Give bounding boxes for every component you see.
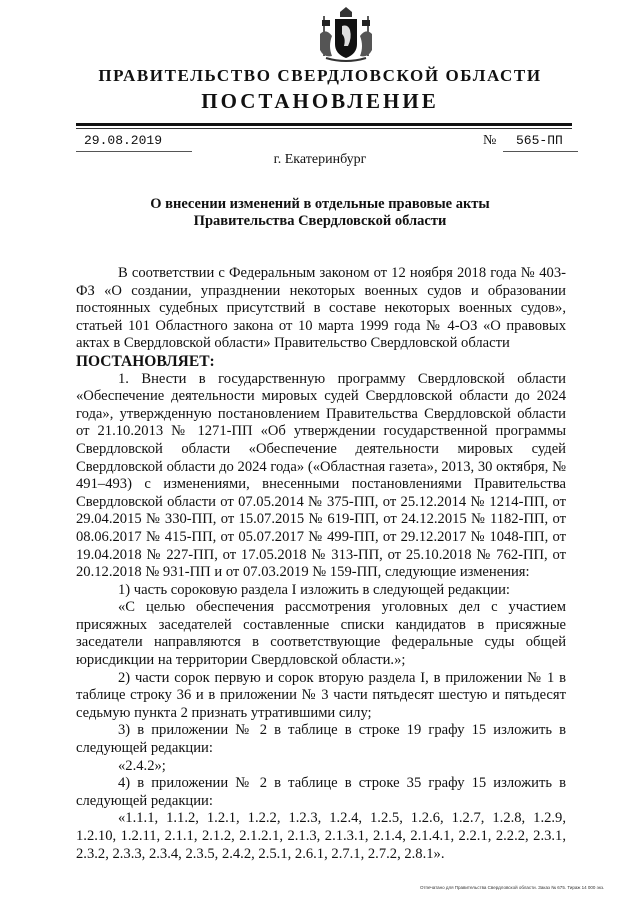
number-sign: № <box>483 133 497 148</box>
paragraph: «1.1.1, 1.1.2, 1.2.1, 1.2.2, 1.2.3, 1.2.4, 1.2.5, 1.2.6, 1.2.7, 1.2.8, 1.2.9, 1.2.10, 1.2.11, 2.1.1, 2.1.2, 2.1.2.1, 2.1.3, 2.1.3.1, 2.1.4, 2.1.4.1, 2.2.1, 2.2.2, 2.3.1, 2.3.2, 2.3.3, 2.3.4, 2.3.5, 2.4.2, 2.5.1, 2.6.1, 2.7.1, 2.7.2, 2.8.1». <box>76 810 566 862</box>
paragraph: 1. Внести в государственную программу Свердловской области «Обеспечение деятельности мировых судей Свердловской области до 2024 года», утвержденную постановлением Правительства Свердловской области от 21.10.2013 № 1271-ПП «Об утверждении государственной программы Свердловской области «Обеспечение деятельности мировых судей Свердловской области до 2024 года» («Областная газета», 2013, 30 октября, № 491–493) с изменениями, внесенными постановлениями Правительства Свердловской области от 07.05.2014 № 375-ПП, от 25.12.2014 № 1214-ПП, от 29.04.2015 № 330-ПП, от 15.07.2015 № 619-ПП, от 24.12.2015 № 1182-ПП, от 08.06.2017 № 415-ПП, от 05.07.2017 № 499-ПП, от 29.12.2017 № 1048-ПП, от 19.04.2018 № 227-ПП, от 17.05.2018 № 313-ПП, от 25.10.2018 № 762-ПП, от 20.12.2018 № 931-ПП и от 07.03.2019 № 159-ПП, следующие изменения: <box>76 370 566 581</box>
document-body <box>76 265 566 863</box>
paragraph: 3) в приложении № 2 в таблице в строке 19 графу 15 изложить в следующей редакции: <box>76 722 566 757</box>
paragraph: 4) в приложении № 2 в таблице в строке 35 графу 15 изложить в следующей редакции: <box>76 775 566 809</box>
document-type: ПОСТАНОВЛЕНИЕ <box>201 89 439 113</box>
coat-of-arms-emblem <box>318 6 374 64</box>
organization-name: ПРАВИТЕЛЬСТВО СВЕРДЛОВСКОЙ ОБЛАСТИ <box>98 66 542 85</box>
header-divider-thin <box>76 128 572 129</box>
paragraph: «2.4.2»; <box>118 757 166 774</box>
subject-line-1: О внесении изменений в отдельные правовые акты <box>150 196 490 212</box>
document-number: 565-ПП <box>516 133 563 148</box>
paragraph: 2) части сорок первую и сорок вторую раздела I, в приложении № 1 в таблице строку 36 и в приложении № 3 части пятьдесят шестую и пятьдесят седьмую пункта 2 признать утратившими силу; <box>76 669 566 721</box>
paragraph: «С целью обеспечения рассмотрения уголовных дел с участием присяжных заседателей составленные списки кандидатов в присяжные заседатели направляются в соответствующие федеральные суды общей юрисдикции на территории Свердловской области.»; <box>76 599 566 669</box>
print-footer: Отпечатано для Правительства Свердловской области. Заказ № 675. Тираж 14 000 экз. <box>420 885 605 890</box>
document-date: 29.08.2019 <box>84 133 163 148</box>
preamble: В соответствии с Федеральным законом от 12 ноября 2018 года № 403-ФЗ «О создании, упразднении некоторых военных судов и образовании постоянных судебных присутствий в составе некоторых военных судов», статьей 101 Областного закона от 10 марта 1999 года № 4-ОЗ «О правовых актах в Свердловской области» Правительство Свердловской области <box>76 265 566 352</box>
document-subject <box>0 196 640 230</box>
header-divider-thick <box>76 123 572 126</box>
subject-line-2: Правительства Свердловской области <box>193 213 447 229</box>
paragraph: 1) часть сороковую раздела I изложить в следующей редакции: <box>118 581 510 598</box>
resolves-heading: ПОСТАНОВЛЯЕТ: <box>76 352 215 370</box>
city: г. Екатеринбург <box>273 152 367 167</box>
